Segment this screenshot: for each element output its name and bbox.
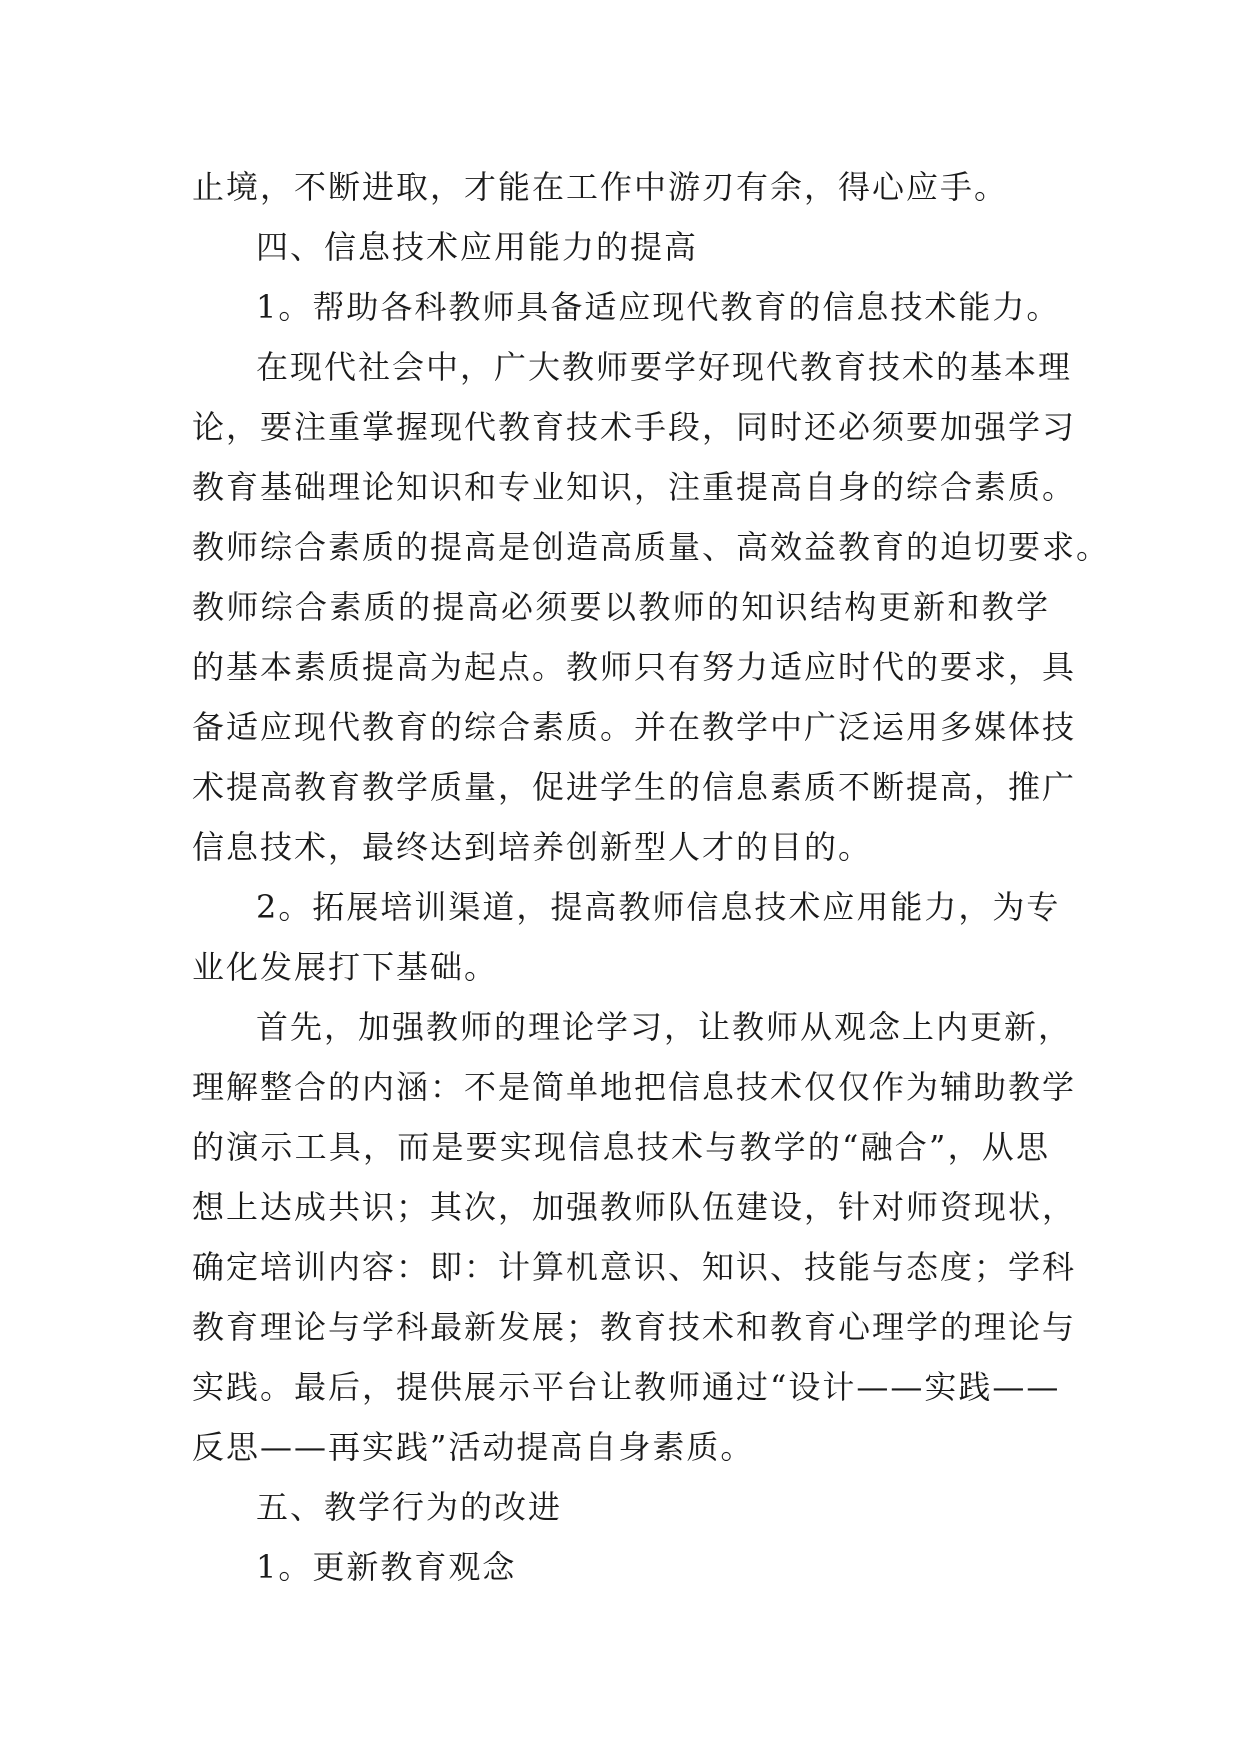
text-line: 教育理论与学科最新发展；教育技术和教育心理学的理论与 bbox=[192, 1308, 1077, 1346]
text-line: 的演示工具，而是要实现信息技术与教学的“融合”，从思 bbox=[192, 1128, 1050, 1166]
document-body bbox=[192, 157, 1111, 1597]
text-line: 2。拓展培训渠道，提高教师信息技术应用能力，为专 bbox=[256, 888, 1061, 926]
text-line: 备适应现代教育的综合素质。并在教学中广泛运用多媒体技 bbox=[192, 708, 1077, 746]
text-line: 业化发展打下基础。 bbox=[192, 948, 499, 986]
text-line: 在现代社会中，广大教师要学好现代教育技术的基本理 bbox=[256, 348, 1073, 386]
text-line: 理解整合的内涵：不是简单地把信息技术仅仅作为辅助教学 bbox=[192, 1068, 1077, 1106]
text-line: 信息技术，最终达到培养创新型人才的目的。 bbox=[192, 828, 873, 866]
text-line: 反思——再实践”活动提高自身素质。 bbox=[192, 1428, 755, 1466]
text-line: 1。更新教育观念 bbox=[256, 1548, 517, 1586]
text-line: 教师综合素质的提高是创造高质量、高效益教育的迫切要求。 bbox=[192, 528, 1111, 566]
text-line: 确定培训内容：即：计算机意识、知识、技能与态度；学科 bbox=[192, 1248, 1077, 1286]
text-line: 五、教学行为的改进 bbox=[256, 1488, 563, 1526]
text-line: 想上达成共识；其次，加强教师队伍建设，针对师资现状， bbox=[192, 1188, 1077, 1226]
text-line: 术提高教育教学质量，促进学生的信息素质不断提高，推广 bbox=[192, 768, 1077, 806]
text-line: 首先，加强教师的理论学习，让教师从观念上内更新， bbox=[256, 1008, 1073, 1046]
text-line: 止境，不断进取，才能在工作中游刃有余，得心应手。 bbox=[192, 168, 1009, 206]
text-line: 论，要注重掌握现代教育技术手段，同时还必须要加强学习 bbox=[192, 408, 1077, 446]
text-line: 的基本素质提高为起点。教师只有努力适应时代的要求，具 bbox=[192, 648, 1077, 686]
text-line: 四、信息技术应用能力的提高 bbox=[256, 228, 699, 266]
text-line: 1。帮助各科教师具备适应现代教育的信息技术能力。 bbox=[256, 288, 1061, 326]
text-line: 实践。最后，提供展示平台让教师通过“设计——实践—— bbox=[192, 1368, 1061, 1406]
text-line: 教育基础理论知识和专业知识，注重提高自身的综合素质。 bbox=[192, 468, 1077, 506]
text-line: 教师综合素质的提高必须要以教师的知识结构更新和教学 bbox=[192, 588, 1050, 626]
